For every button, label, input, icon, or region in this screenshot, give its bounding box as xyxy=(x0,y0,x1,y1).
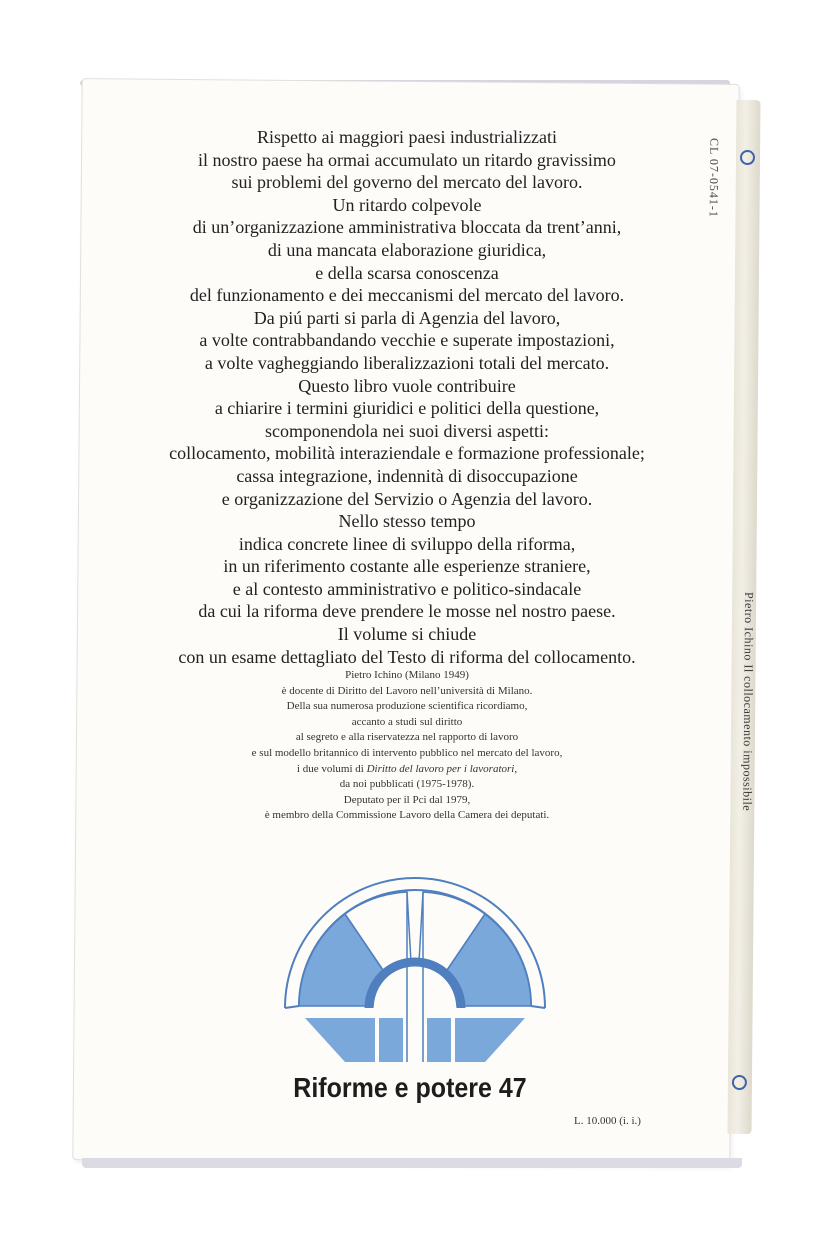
blurb-line: Il volume si chiude xyxy=(337,624,477,645)
blurb-line: in un riferimento costante alle esperienze straniere, xyxy=(223,556,591,577)
publisher-logo-icon xyxy=(275,868,555,1062)
blurb-line: Nello stesso tempo xyxy=(338,511,476,532)
series-title: Riforme e potere 47 xyxy=(293,1072,527,1104)
blurb-line: a volte vagheggiando liberalizzazioni totali del mercato. xyxy=(204,352,610,373)
book-title-italic: Diritto del lavoro per i lavoratori xyxy=(366,762,515,775)
blurb-line: Rispetto ai maggiori paesi industrializzati xyxy=(257,127,557,147)
bio-text: i due volumi di xyxy=(296,762,367,775)
blurb-text xyxy=(94,126,720,668)
blurb-line: e organizzazione del Servizio o Agenzia del lavoro. xyxy=(221,488,593,509)
author-bio xyxy=(94,668,720,824)
logo-base xyxy=(305,1018,375,1062)
bio-line: Deputato per il Pci dal 1979, xyxy=(343,793,471,806)
bio-line: Della sua numerosa produzione scientifica ricordiamo, xyxy=(286,700,528,713)
blurb-line: Un ritardo colpevole xyxy=(332,194,482,215)
bio-line: è membro della Commissione Lavoro della Camera dei deputati. xyxy=(264,809,550,822)
bio-line: e sul modello britannico di intervento pubblico nel mercato del lavoro, xyxy=(251,746,563,759)
blurb-line: del funzionamento e dei meccanismi del mercato del lavoro. xyxy=(189,285,625,306)
bio-line: Pietro Ichino (Milano 1949) xyxy=(345,669,469,681)
blurb-line: di una mancata elaborazione giuridica, xyxy=(267,239,547,260)
blurb-line: sui problemi del governo del mercato del lavoro. xyxy=(231,172,583,193)
bio-line xyxy=(94,762,720,778)
blurb-line: a volte contrabbandando vecchie e superate impostazioni, xyxy=(199,330,615,351)
price-label: L. 10.000 (i. i.) xyxy=(574,1115,641,1127)
blurb-line: cassa integrazione, indennità di disoccupazione xyxy=(236,465,578,486)
blurb-line: e della scarsa conoscenza xyxy=(315,262,499,283)
blurb-line: scomponendola nei suoi diversi aspetti: xyxy=(265,420,549,441)
bio-line: accanto a studi sul diritto xyxy=(351,715,463,728)
bio-line: da noi pubblicati (1975-1978). xyxy=(339,778,475,791)
spine-number-icon xyxy=(732,1075,747,1090)
blurb-line: Da piú parti si parla di Agenzia del lavoro, xyxy=(253,307,561,328)
blurb-line: il nostro paese ha ormai accumulato un ritardo gravissimo xyxy=(198,149,616,170)
blurb-line: collocamento, mobilità interaziendale e formazione professionale; xyxy=(169,443,645,464)
bio-text: , xyxy=(514,762,518,775)
blurb-line: e al contesto amministrativo e politico-sindacale xyxy=(232,578,582,599)
blurb-line: indica concrete linee di sviluppo della riforma, xyxy=(238,533,576,554)
blurb-line: con un esame dettagliato del Testo di riforma del collocamento. xyxy=(178,646,636,667)
page-edge-bottom xyxy=(82,1158,742,1168)
blurb-line: da cui la riforma deve prendere le mosse nel nostro paese. xyxy=(198,601,616,622)
bio-line: è docente di Diritto del Lavoro nell’università di Milano. xyxy=(281,684,533,697)
bio-line: al segreto e alla riservatezza nel rapporto di lavoro xyxy=(295,731,519,744)
catalog-code: CL 07-0541-1 xyxy=(706,137,722,218)
blurb-line: Questo libro vuole contribuire xyxy=(298,375,516,396)
spine-title: Pietro Ichino Il collocamento impossibile xyxy=(740,592,757,812)
blurb-line: di un’organizzazione amministrativa bloccata da trent’anni, xyxy=(192,217,622,238)
blurb-line: a chiarire i termini giuridici e politici della questione, xyxy=(214,398,600,419)
